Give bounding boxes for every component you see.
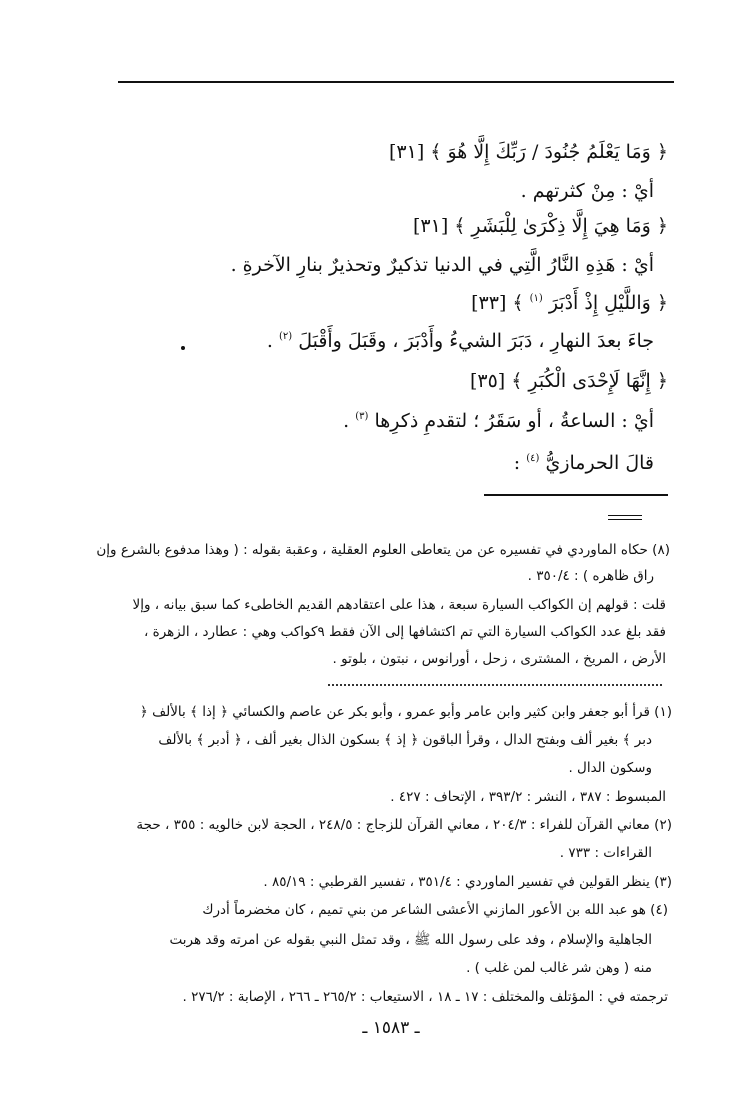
footnote-1-line-2: دبر ﴾ بغير ألف وبفتح الدال ، وقرأ الباقون ﴿ إذ ﴾ بسكون الذال بغير ألف ، ﴿ أدبر ﴾ بالألف — [158, 732, 652, 748]
gloss-31-b: أيْ : هَذِهِ النَّارُ الَّتِي في الدنيا تذكيرٌ وتحذيرٌ بنارِ الآخرةِ . — [230, 254, 654, 276]
footnote-1-line-4: المبسوط : ٣٨٧ ، النشر : ٣٩٣/٢ ، الإتحاف : ٤٢٧ . — [390, 789, 666, 805]
header-rule — [118, 81, 674, 83]
footnote-ref-1[interactable]: (١) — [529, 293, 543, 304]
hurmazi-line: قالَ الحرمازيُّ $^{(٤)}$ : — [513, 452, 654, 474]
gloss-35-text: أيْ : الساعةُ ، أو سَقَرُ ؛ لتقدمِ ذكرِها — [374, 410, 654, 432]
footnote-ref-2[interactable]: (٢) — [278, 331, 293, 342]
footnote-2-line-2: القراءات : ٧٣٣ . — [559, 845, 652, 861]
footnote-4-line-4: ترجمته في : المؤتلف والمختلف : ١٧ ـ ١٨ ، الاستيعاب : ٢٦٥/٢ ـ ٢٦٦ ، الإصابة : ٢٧٦/٢ . — [182, 989, 668, 1005]
footnote-3-line-1: (٣) ينظر القولين في تفسير الماوردي : ٣٥١/٤ ، تفسير القرطبي : ٨٥/١٩ . — [263, 874, 672, 890]
footnote-4-line-3: منه ( وهن شر غالب لمن غلب ) . — [466, 960, 652, 976]
editor-note-line-1: (٨) حكاه الماوردي في تفسيره عن من يتعاطى العلوم العقلية ، وعقبة بقوله : ( وهذا مدفوع بالشرع وإن — [96, 542, 670, 558]
footnote-2-line-1: (٢) معاني القرآن للفراء : ٢٠٤/٣ ، معاني القرآن للزجاج : ٢٤٨/٥ ، الحجة لابن خالويه : ٣٥٥ ، حجة — [136, 817, 672, 833]
footnote-4-line-2: الجاهلية والإسلام ، وفد على رسول الله ﷺ ، وقد تمثل النبي بقوله عن امرته وقد هربت — [169, 932, 652, 948]
footnote-1-line-1: (١) قرأ أبو جعفر وابن كثير وابن عامر وأبو عمرو ، وأبو بكر عن عاصم والكسائي ﴿ إذا ﴾ بالألف ﴿ — [139, 704, 672, 720]
editor-note-line-4: فقد بلغ عدد الكواكب السيارة التي تم اكتشافها إلى الآن فقط ٩كواكب وهي : عطارد ، الزهرة ، — [144, 624, 666, 640]
verse-31-b: ﴿ وَمَا هِيَ إِلَّا ذِكْرَىٰ لِلْبَشَرِ ﴾ [٣١] — [412, 215, 668, 237]
editor-note-line-2: راق ظاهره ) : ٣٥٠/٤ . — [527, 568, 654, 584]
verse-33 — [471, 292, 668, 314]
footnote-4-line-1: (٤) هو عبد الله بن الأعور المازني الأعشى الشاعر من بني تميم ، كان مخضرماً أدرك — [202, 902, 668, 918]
dotted-separator — [328, 684, 662, 686]
editor-note-line-5: الأرض ، المريخ ، المشترى ، زحل ، أورانوس ، نبتون ، بلوتو . — [332, 651, 666, 667]
footnote-ref-3[interactable]: (٣) — [355, 411, 369, 422]
verse-33-text: ﴿ وَاللَّيْلِ إِذْ أَدْبَرَ — [548, 292, 668, 314]
verse-33-end: ﴾ [٣٣] — [471, 292, 524, 314]
stray-dot — [181, 346, 185, 350]
gloss-33-text: جاءَ بعدَ النهارِ ، دَبَرَ الشيءُ وأَدْبَرَ ، وقَبَلَ وأَقْبَلَ — [298, 330, 654, 352]
double-rule — [608, 515, 642, 520]
footnote-1-line-3: وسكون الدال . — [568, 760, 652, 776]
footnote-ref-4[interactable]: (٤) — [526, 453, 540, 464]
verse-35: ﴿ إِنَّهَا لَإِحْدَى الْكُبَرِ ﴾ [٣٥] — [469, 370, 668, 392]
main-text-end-rule — [484, 494, 668, 496]
gloss-35: أيْ : الساعةُ ، أو سَقَرُ ؛ لتقدمِ ذكرِها $^{(٣)}$ . — [343, 410, 654, 432]
page-number: ـ ١٥٨٣ ـ — [362, 1018, 420, 1038]
hurmazi-text: قالَ الحرمازيُّ — [545, 452, 654, 474]
gloss-31-a: أيْ : مِنْ كثرتهم . — [520, 180, 654, 202]
verse-31-a: ﴿ وَمَا يَعْلَمُ جُنُودَ / رَبِّكَ إِلَّا هُوَ ﴾ [٣١] — [389, 141, 668, 163]
gloss-33: جاءَ بعدَ النهارِ ، دَبَرَ الشيءُ وأَدْبَرَ ، وقَبَلَ وأَقْبَلَ $^{(٢)}$ . — [266, 330, 654, 352]
editor-note-line-3: قلت : قولهم إن الكواكب السيارة سبعة ، هذا على اعتقادهم القديم الخاطىء كما سبق بيانه ، وإلا — [132, 597, 666, 613]
